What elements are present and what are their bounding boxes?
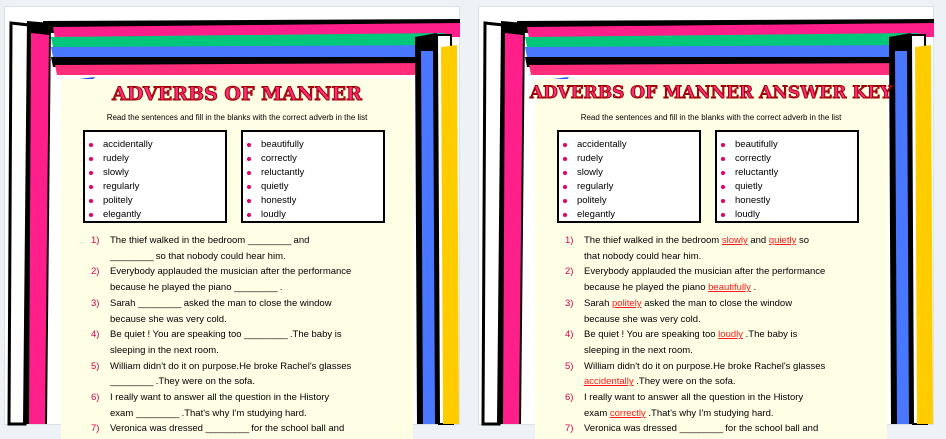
question-3: 3) Sarah _________ asked the man to close the window because she was very cold. — [91, 297, 332, 325]
list-item: regularly — [577, 180, 699, 194]
bullet-icon — [721, 157, 725, 161]
list-item: honestly — [261, 194, 383, 208]
answer-2: 2) Everybody applauded the musician after the performance because he played the piano beautifully . — [565, 266, 826, 294]
bullet-icon — [721, 185, 725, 189]
instructions: Read the sentences and fill in the blanks with the correct adverb in the list — [106, 113, 368, 122]
question-list — [91, 233, 401, 437]
answer-5: 5) William didn't do it on purpose.He broke Rachel's glasses accidentally .They were on the sofa. — [565, 360, 826, 388]
question-5: 5) William didn't do it on purpose.He broke Rachel's glasses _________ .They were on the sofa. — [91, 360, 352, 388]
list-item: regularly — [103, 180, 225, 194]
word-list-left — [557, 130, 701, 223]
list-item: slowly — [103, 166, 225, 180]
bullet-icon — [563, 185, 567, 189]
question-1: 1) The thief walked in the bedroom _________ and _________ so that nobody could hear him. — [91, 235, 310, 262]
bullet-icon — [247, 185, 251, 189]
bullet-icon — [563, 157, 567, 161]
question-4: 4) Be quiet ! You are speaking too _________ .The baby is sleeping in the next room. — [91, 329, 342, 356]
list-item: beautifully — [735, 138, 857, 152]
page-title: ADVERBS OF MANNER ANSWER KEY — [529, 83, 893, 103]
list-item: quietly — [735, 180, 857, 194]
bullet-icon — [89, 171, 93, 175]
question-7: 7) Veronica was dressed _________ for the school ball and — [91, 423, 345, 435]
bullet-icon — [89, 185, 93, 189]
question-2: 2) Everybody applauded the musician after the performance because he played the piano _________ . — [91, 266, 352, 294]
answer-4: 4) Be quiet ! You are speaking too loudly .The baby is sleeping in the next room. — [565, 329, 798, 356]
word-list-right — [241, 130, 385, 223]
worksheet-card[interactable] — [4, 6, 460, 435]
bullet-icon — [247, 143, 251, 147]
bullet-icon — [89, 143, 93, 147]
word-list-right — [715, 130, 859, 223]
list-item: elegantly — [103, 208, 225, 222]
bullet-icon — [721, 199, 725, 203]
list-item: loudly — [261, 208, 383, 222]
word-list-left — [83, 130, 227, 223]
list-item: correctly — [735, 152, 857, 166]
worksheet-paper — [61, 79, 413, 439]
answer-3: 3) Sarah politely asked the man to close the window because she was very cold. — [565, 297, 793, 325]
bullet-icon — [721, 213, 725, 217]
list-item: beautifully — [261, 138, 383, 152]
answer-list — [565, 233, 875, 437]
question-6: 6) I really want to answer all the question in the History exam _________ .That's why I'm studying hard. — [91, 392, 330, 419]
list-item: loudly — [735, 208, 857, 222]
list-item: quietly — [261, 180, 383, 194]
bullet-icon — [89, 157, 93, 161]
list-item: reluctantly — [261, 166, 383, 180]
bullet-icon — [247, 199, 251, 203]
list-item: honestly — [735, 194, 857, 208]
answer-1: 1) The thief walked in the bedroom slowly and quietly so that nobody could hear him. — [565, 235, 810, 262]
list-item: reluctantly — [735, 166, 857, 180]
list-item: slowly — [577, 166, 699, 180]
list-item: accidentally — [577, 138, 699, 152]
list-item: politely — [577, 194, 699, 208]
bullet-icon — [563, 143, 567, 147]
page-title: ADVERBS OF MANNER — [112, 83, 362, 105]
bullet-icon — [89, 213, 93, 217]
list-item: elegantly — [577, 208, 699, 222]
bullet-icon — [247, 157, 251, 161]
bullet-icon — [563, 171, 567, 175]
bullet-icon — [247, 213, 251, 217]
list-item: politely — [103, 194, 225, 208]
answer-7: 7) Veronica was dressed _________ for the school ball and — [565, 423, 819, 435]
list-item: rudely — [103, 152, 225, 166]
list-item: correctly — [261, 152, 383, 166]
list-item: accidentally — [103, 138, 225, 152]
answer-key-paper — [529, 79, 893, 439]
answer-6: 6) I really want to answer all the question in the History exam correctly .That's why I'm studying hard. — [565, 392, 804, 419]
bullet-icon — [563, 213, 567, 217]
instructions: Read the sentences and fill in the blanks with the correct adverb in the list — [580, 113, 842, 122]
list-item: rudely — [577, 152, 699, 166]
bullet-icon — [721, 171, 725, 175]
bullet-icon — [721, 143, 725, 147]
bullet-icon — [89, 199, 93, 203]
bullet-icon — [563, 199, 567, 203]
bullet-icon — [247, 171, 251, 175]
answer-key-card[interactable] — [478, 6, 934, 435]
